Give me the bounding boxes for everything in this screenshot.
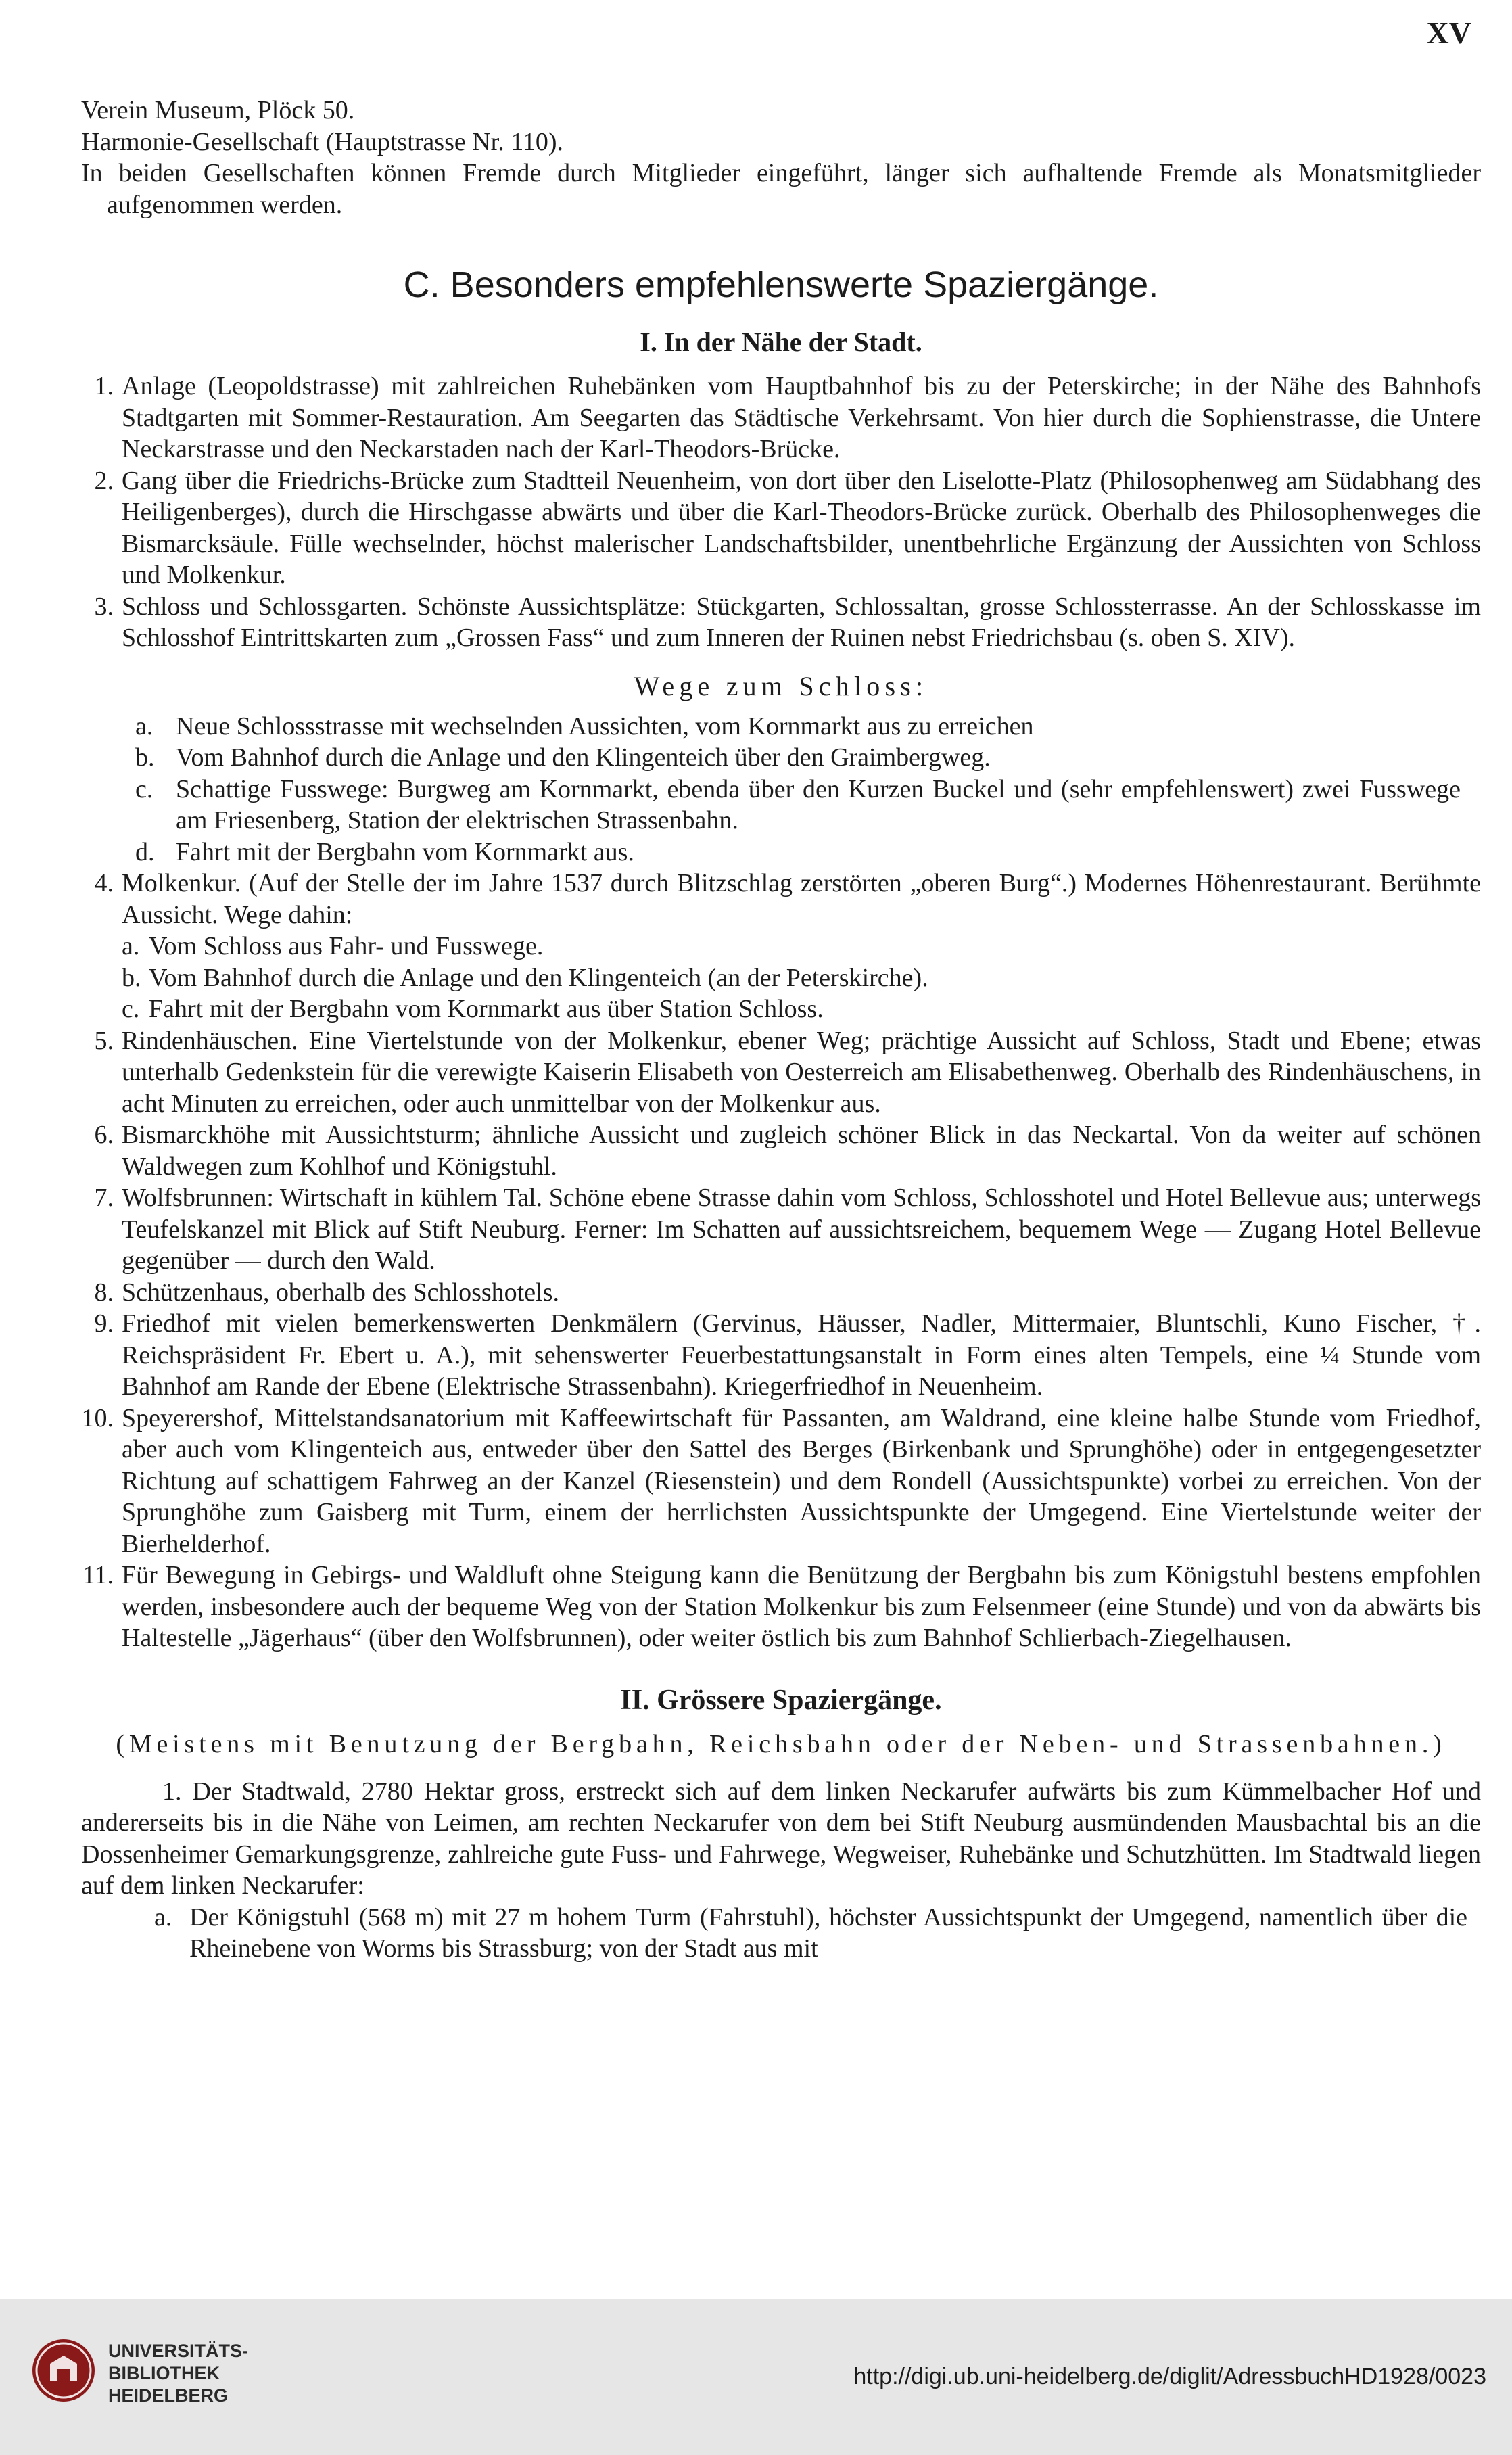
list-item-9 xyxy=(81,1308,1481,1403)
item-text: Schloss und Schlossgarten. Schönste Aussichtsplätze: Stückgarten, Schlossaltan, grosse Schlossterrasse. An der Schlosskasse im Schlosshof Eintrittskarten zum „Grossen Fass“ und zum Inneren der Ruinen nebst Friedrichsbau (s. oben S. XIV). xyxy=(122,592,1481,652)
list-item-7 xyxy=(81,1182,1481,1277)
wege-item-d xyxy=(81,837,1481,868)
sub-text: Vom Bahnhof durch die Anlage und den Klingenteich über den Graimbergweg. xyxy=(176,743,991,772)
wege-item-c xyxy=(81,774,1481,837)
intro-line-2: Harmonie-Gesellschaft (Hauptstrasse Nr. 110). xyxy=(81,127,563,156)
source-url-link[interactable]: http://digi.ub.uni-heidelberg.de/diglit/AdressbuchHD1928/0023 xyxy=(853,2364,1486,2389)
logo-line-1: UNIVERSITÄTS- xyxy=(108,2341,249,2361)
list-item-1 xyxy=(81,371,1481,465)
sub-text: Vom Schloss aus Fahr- und Fusswege. xyxy=(149,932,544,960)
item-number: 10. xyxy=(81,1403,114,1432)
sub-letter: a. xyxy=(122,932,140,960)
list-item-4 xyxy=(81,868,1481,931)
item-number: 4. xyxy=(94,869,114,897)
molkenkur-item-b xyxy=(81,962,1481,994)
sub-letter: a. xyxy=(154,1902,172,1932)
item-text: Bismarckhöhe mit Aussichtsturm; ähnliche Aussicht und zugleich schöner Blick in das Neckartal. Von da weiter auf schönen Waldwegen zum Kohlhof und Königstuhl. xyxy=(122,1121,1481,1181)
intro-line-1: Verein Museum, Plöck 50. xyxy=(81,96,355,124)
sub-letter: c. xyxy=(135,774,153,803)
item-number: 2. xyxy=(94,466,114,495)
item-number: 5. xyxy=(94,1026,114,1055)
subsection-2-note: (Meistens mit Benutzung der Bergbahn, Reichsbahn oder der Neben- und Strassenbahnen.) xyxy=(116,1729,1446,1758)
sub-text: Schattige Fusswege: Burgweg am Kornmarkt, ebenda über den Kurzen Buckel und (sehr empfehlenswert) zwei Fusswege am Friesenberg, Station der elektrischen Strassenbahn. xyxy=(176,774,1461,835)
sub-text: Vom Bahnhof durch die Anlage und den Klingenteich (an der Peterskirche). xyxy=(149,963,928,992)
sub-letter: b. xyxy=(122,963,141,992)
item-text: Schützenhaus, oberhalb des Schlosshotels. xyxy=(122,1278,559,1307)
stadtwald-item-a xyxy=(81,1902,1481,1965)
molkenkur-item-a xyxy=(81,931,1481,962)
item-text: Anlage (Leopoldstrasse) mit zahlreichen Ruhebänken vom Hauptbahnhof bis zu der Peterskirche; in der Nähe des Bahnhofs Stadtgarten mit Sommer-Restauration. Am Seegarten das Städtische Verkehrsamt. Von hier durch die Sophienstrasse, die Untere Neckarstrasse und den Neckarstaden nach der Karl-Theodors-Brücke. xyxy=(122,372,1481,463)
list-item-3 xyxy=(81,591,1481,654)
item-number: 7. xyxy=(94,1184,114,1212)
item-text: Rindenhäuschen. Eine Viertelstunde von der Molkenkur, ebener Weg; prächtige Aussicht auf Schloss, Stadt und Ebene; etwas unterhalb Gedenkstein für die verewigte Kaiserin Elisabeth von Oesterreich am Elisabethenweg. Oberhalb des Rindenhäuschens, in acht Minuten zu erreichen, oder auch unmittelbar von der Molkenkur aus. xyxy=(122,1026,1481,1118)
section-c-title: C. Besonders empfehlenswerte Spaziergänge. xyxy=(403,264,1159,305)
sub-text: Fahrt mit der Bergbahn vom Kornmarkt aus. xyxy=(176,837,634,866)
sub-text: Neue Schlossstrasse mit wechselnden Aussichten, vom Kornmarkt aus zu erreichen xyxy=(176,711,1034,741)
item-number: 3. xyxy=(94,592,114,621)
page-content xyxy=(81,95,1481,1965)
list-item-11 xyxy=(81,1560,1481,1654)
item-text: Friedhof mit vielen bemerkenswerten Denkmälern (Gervinus, Häusser, Nadler, Mittermaier, Bluntschli, Kuno Fischer, †. Reichspräsident Fr. Ebert u. A.), mit sehenswerter Feuerbestattungsanstalt in Form eines alten Tempels, eine ¼ Stunde vom Bahnhof am Rande der Ebene (Elektrische Strassenbahn). Kriegerfriedhof in Neuenheim. xyxy=(122,1309,1481,1401)
wege-title: Wege zum Schloss: xyxy=(634,670,928,701)
list-item-10 xyxy=(81,1403,1481,1560)
item-text: Wolfsbrunnen: Wirtschaft in kühlem Tal. Schöne ebene Strasse dahin vom Schloss, Schlosshotel und Hotel Bellevue aus; unterwegs Teufelskanzel mit Blick auf Stift Neuburg. Ferner: Im Schatten auf aussichtsreichem, bequemem Wege — Zugang Hotel Bellevue gegenüber — durch den Wald. xyxy=(122,1184,1481,1275)
list-item-6 xyxy=(81,1119,1481,1182)
sub-letter: c. xyxy=(122,995,140,1023)
sub-letter: b. xyxy=(135,743,155,772)
molkenkur-item-c xyxy=(81,993,1481,1025)
page-number: XV xyxy=(1426,16,1471,50)
list-item-5 xyxy=(81,1025,1481,1120)
sub-letter: a. xyxy=(135,711,153,741)
item-text: Für Bewegung in Gebirgs- und Waldluft ohne Steigung kann die Benützung der Bergbahn bis zum Königstuhl bestens empfohlen werden, insbesondere auch der bequeme Weg von der Station Molkenkur bis zum Felsenmeer (eine Stunde) und von da abwärts bis Haltestelle „Jägerhaus“ (über den Wolfsbrunnen), oder weiter östlich bis zum Bahnhof Schlierbach-Ziegelhausen. xyxy=(122,1561,1481,1652)
library-seal-icon xyxy=(30,2337,97,2404)
footer-bar xyxy=(0,2299,1512,2455)
subsection-1-title: I. In der Nähe der Stadt. xyxy=(640,327,922,357)
item-number: 11. xyxy=(82,1561,114,1589)
item-number: 8. xyxy=(94,1278,114,1307)
library-logo-text xyxy=(108,2340,248,2407)
item-number: 6. xyxy=(94,1121,114,1149)
item-number: 1. xyxy=(94,372,114,400)
sub-letter: d. xyxy=(135,837,155,866)
wege-item-b xyxy=(81,742,1481,774)
sub-text: Fahrt mit der Bergbahn vom Kornmarkt aus über Station Schloss. xyxy=(149,995,824,1023)
item-number: 9. xyxy=(94,1309,114,1338)
logo-line-2: BIBLIOTHEK xyxy=(108,2363,220,2383)
item-text: Gang über die Friedrichs-Brücke zum Stadtteil Neuenheim, von dort über den Liselotte-Platz (Philosophenweg am Südabhang des Heiligenberges), durch die Hirschgasse abwärts und über die Karl-Theodors-Brücke zurück. Oberhalb des Philosophenweges die Bismarcksäule. Fülle wechselnder, höchst malerischer Landschaftsbilder, unentbehrliche Ergänzung der Aussichten von Schloss und Molkenkur. xyxy=(122,466,1481,589)
stadtwald-paragraph: 1. Der Stadtwald, 2780 Hektar gross, erstreckt sich auf dem linken Neckarufer aufwärts bis zum Kümmelbacher Hof und andererseits bis in die Nähe von Leimen, am rechten Neckarufer von dem bei Stift Neuburg ausmündenden Mausbachtal bis an die Dossenheimer Gemarkungsgrenze, zahlreiche gute Fuss- und Fahrwege, Wegweiser, Ruhebänke und Schutzhütten. Im Stadtwald liegen auf dem linken Neckarufer: xyxy=(81,1777,1481,1900)
subsection-2-title: II. Grössere Spaziergänge. xyxy=(620,1684,942,1716)
list-item-2 xyxy=(81,465,1481,591)
sub-text: Der Königstuhl (568 m) mit 27 m hohem Turm (Fahrstuhl), höchster Aussichtspunkt der Umgegend, namentlich über die Rheinebene von Worms bis Strassburg; von der Stadt aus mit xyxy=(189,1902,1467,1963)
item-text: Molkenkur. (Auf der Stelle der im Jahre 1537 durch Blitzschlag zerstörten „oberen Burg“.) Modernes Höhenrestaurant. Berühmte Aussicht. Wege dahin: xyxy=(122,869,1481,929)
intro-line-3: In beiden Gesellschaften können Fremde durch Mitglieder eingeführt, länger sich aufhaltende Fremde als Monatsmitglieder aufgenommen werden. xyxy=(81,159,1481,219)
wege-item-a xyxy=(81,711,1481,743)
item-text: Speyerershof, Mittelstandsanatorium mit Kaffeewirtschaft für Passanten, am Waldrand, eine kleine halbe Stunde vom Friedhof, aber auch vom Klingenteich aus, entweder über den Sattel des Berges (Birkenbank und Sprunghöhe) oder in entgegengesetzter Richtung auf schattigem Fahrweg an der Kanzel (Riesenstein) und dem Rondell (Aussichtspunkte) vorbei zu erreichen. Von der Sprunghöhe zum Gaisberg mit Turm, einem der herrlichsten Aussichtspunkte der Umgegend. Eine Viertelstunde weiter der Bierhelderhof. xyxy=(122,1403,1481,1558)
list-item-8 xyxy=(81,1277,1481,1309)
logo-line-3: HEIDELBERG xyxy=(108,2385,229,2406)
